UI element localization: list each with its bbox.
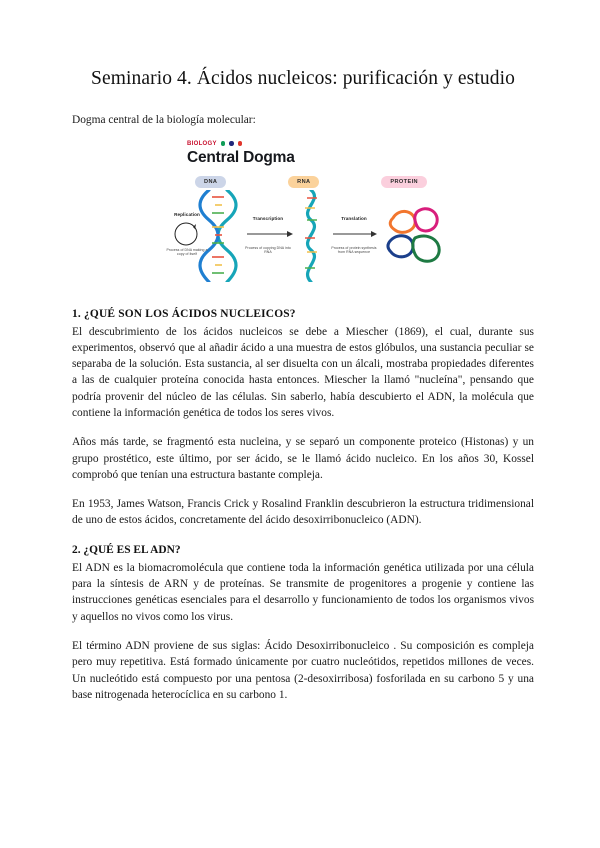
section-1-paragraph-2: Años más tarde, se fragmentó esta nucleina, y se separó un componente proteico (Histonas) y un grupo prostético, este último, por ser ácido, se le llamó ácido nucleico. En los años 30, Kossel comprobó que tenían una estructura bastante compleja.	[72, 436, 534, 481]
protein-graphic	[388, 208, 439, 261]
section-2-heading: 2. ¿QUÉ ES EL ADN?	[72, 543, 181, 556]
figure-diagram-body	[165, 190, 445, 282]
green-dot-icon	[221, 141, 226, 146]
replication-loop-icon	[175, 223, 197, 245]
central-dogma-figure	[165, 141, 445, 282]
section-2-paragraph-2: El término ADN proviene de sus siglas: Ácido Desoxirribonucleico . Su composición es compleja pero muy repetitiva. Está formado únicamente por cuatro nucleótidos, repetidos millones de veces. Un nucleótido está compuesto por una pentosa (2-desoxirribosa) fosforilada en su carbono 5 y una base nitrogenada heterocíclica en su carbono 1.	[72, 639, 534, 701]
step-caption-transcription: Process of copying DNA into RNA	[245, 245, 291, 255]
section-2	[72, 543, 534, 703]
badge-protein: PROTEIN	[381, 176, 427, 188]
badge-dna: DNA	[195, 176, 226, 188]
section-1-paragraph-3: En 1953, James Watson, Francis Crick y Rosalind Franklin descubrieron la estructura tridimensional de uno de estos ácidos, concretamente del ácido desoxirribonucleico (ADN).	[72, 498, 534, 527]
biology-brand-label: BIOLOGY	[187, 140, 217, 147]
section-1-paragraph-1: El descubrimiento de los ácidos nucleicos se debe a Miescher (1869), el cual, durante sus experimentos, observó que al añadir ácido a una muestra de estos glóbulos, una sustancia peculiar se separaba de la solución. Esta sustancia, al ser disuelta con un álcali, mostraba propiedades diferentes a las de cualquier proteína conocida hasta entonces. Miescher la llamó "nucleína", pensando que podría provenir del núcleo de las células. Sin saberlo, había descubierto el ADN, la molécula que contiene la información genética de todos los seres vivos.	[72, 325, 534, 419]
dna-helix-graphic	[200, 190, 236, 282]
step-label-replication: Replication	[174, 211, 200, 217]
transcription-arrow-icon	[247, 231, 293, 237]
step-label-translation: Translation	[341, 215, 367, 221]
intro-line: Dogma central de la biología molecular:	[72, 114, 256, 126]
figure-title: Central Dogma	[187, 148, 295, 166]
navy-dot-icon	[229, 141, 234, 146]
page-title: Seminario 4. Ácidos nucleicos: purificación y estudio	[91, 68, 515, 89]
figure-brand-row	[165, 141, 445, 147]
section-1-heading: 1. ¿QUÉ SON LOS ÁCIDOS NUCLEICOS?	[72, 307, 296, 320]
section-2-paragraph-1: El ADN es la biomacromolécula que contiene toda la información genética utilizada por una célula para la síntesis de ARN y de proteínas. Se transmite de progenitores a progenie y contiene las instrucciones genéticas esenciales para el desarrollo y funcionamiento de todos los organismos vivos y aquellos no vivos como los virus.	[72, 561, 534, 623]
red-dot-icon	[238, 141, 243, 146]
translation-arrow-icon	[333, 231, 377, 237]
step-caption-replication: Process of DNA making a copy of itself	[166, 247, 208, 257]
rna-strand-graphic	[305, 190, 317, 282]
step-caption-translation: Process of protein synthesis from RNA sequence	[331, 245, 377, 255]
step-label-transcription: Transcription	[252, 215, 284, 221]
badge-rna: RNA	[288, 176, 319, 188]
section-1	[72, 307, 534, 529]
central-dogma-svg	[165, 190, 445, 282]
figure-badge-row	[165, 176, 445, 188]
